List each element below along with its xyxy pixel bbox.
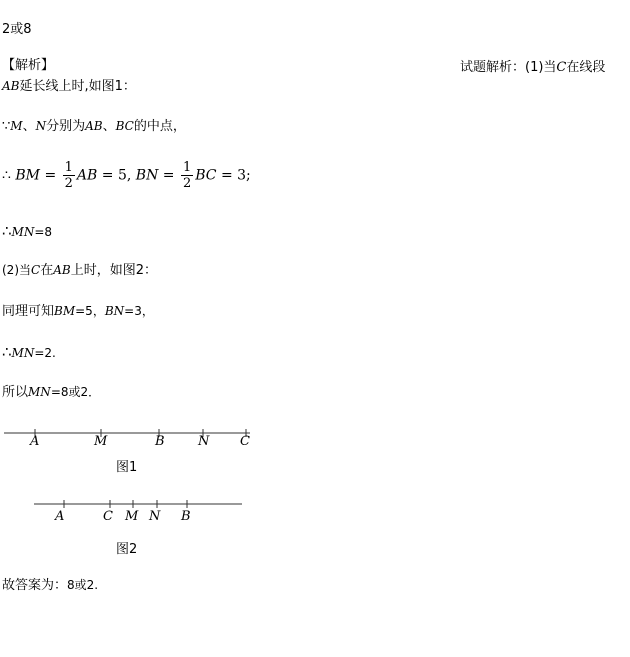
fig2-label-b: B xyxy=(181,509,191,524)
figure2-line xyxy=(34,500,242,508)
figure1-line xyxy=(4,429,250,437)
fig2-label-n: N xyxy=(149,509,161,524)
fig2-label-c: C xyxy=(103,509,113,524)
fig1-label-m: M xyxy=(94,434,108,449)
midpoint-statement: ∵M、N分别为AB、BC的中点， xyxy=(2,119,186,134)
fig1-label-n: N xyxy=(198,434,210,449)
analysis-label: 【解析】 xyxy=(2,58,55,73)
analysis-intro: 试题解析：(1)当C在线段 xyxy=(460,60,606,75)
fraction-half-2: $\frac{1}{2}$ xyxy=(182,160,192,191)
fraction-half: $\frac{1}{2}$ xyxy=(64,160,73,191)
conclusion-line: 所以MN=8或2． xyxy=(2,385,101,400)
final-answer: 故答案为：8或2. xyxy=(2,578,99,593)
fig1-label-c: C xyxy=(240,434,250,449)
fig1-label-a: A xyxy=(30,434,40,449)
fig1-label-b: B xyxy=(155,434,165,449)
mn-result-1: ∴MN=8 xyxy=(2,222,53,240)
fig2-caption: 图2 xyxy=(116,542,138,557)
fig1-caption: 图1 xyxy=(116,460,138,475)
answer-text: 2或8 xyxy=(2,22,32,37)
fig2-label-m: M xyxy=(125,509,139,524)
case2-line: (2)当C在AB上时，如图2： xyxy=(2,263,157,278)
similar-reasoning: 同理可知BM=5，BN=3， xyxy=(2,304,154,319)
fig2-label-a: A xyxy=(55,509,65,524)
half-formula: ∴ BM = $\frac{1}{2}$ AB = 5, BN = $\frac{1}{2}$ BC = 3; xyxy=(2,160,251,191)
mn-result-2: ∴MN=2. xyxy=(2,343,56,361)
case1-line: AB延长线上时,如图1： xyxy=(2,79,136,94)
